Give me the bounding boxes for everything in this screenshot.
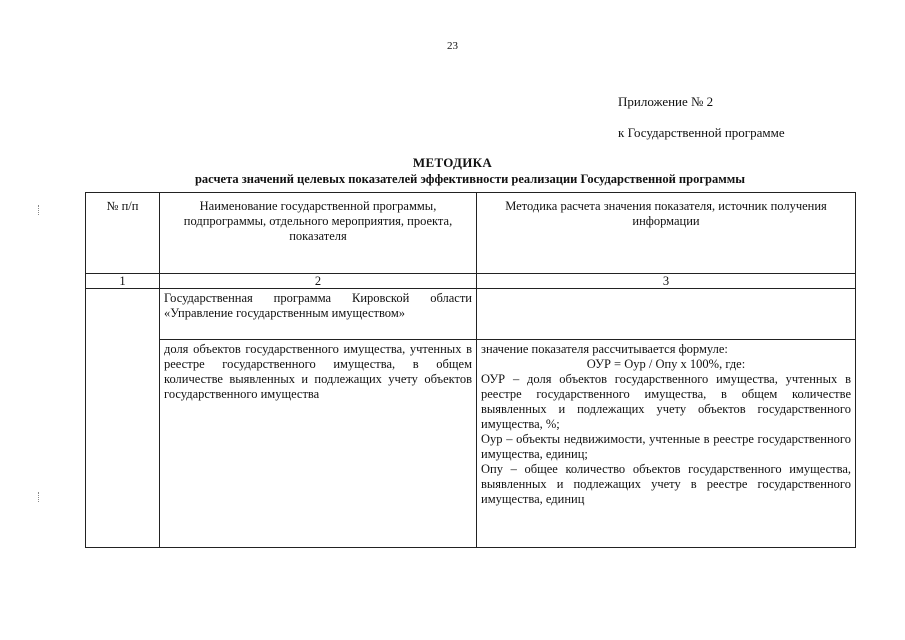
document-subtitle: расчета значений целевых показателей эффективности реализации Государственной программы [194, 172, 746, 186]
header-name: Наименование государственной программы, подпрограммы, отдельного мероприятия, проекта, показателя [160, 193, 477, 274]
table-header-row [86, 193, 856, 274]
row-number [86, 289, 160, 548]
table-row [86, 289, 856, 340]
definition-item: Опу – общее количество объектов государственного имущества, выявленных и подлежащих учету в реестре государственного имущества, единиц [481, 462, 851, 506]
margin-mark [38, 492, 40, 502]
method-intro: значение показателя рассчитывается формуле: [481, 342, 728, 356]
appendix-label: Приложение № 2 [618, 94, 714, 109]
header-number: № п/п [86, 193, 160, 274]
column-number: 3 [477, 274, 856, 289]
column-number: 1 [86, 274, 160, 289]
document-title: МЕТОДИКА [412, 155, 493, 170]
methodology-table [85, 192, 856, 548]
definition-item: Оур – объекты недвижимости, учтенные в реестре государственного имущества, единиц; [481, 432, 851, 461]
header-method: Методика расчета значения показателя, источник получения информации [477, 193, 856, 274]
page-number: 23 [447, 40, 458, 52]
margin-mark [38, 205, 40, 215]
formula: ОУР = Оур / Опу x 100%, где: [586, 357, 746, 371]
program-name: Государственная программа Кировской области «Управление государственным имуществом» [160, 289, 477, 340]
definition-item: ОУР – доля объектов государственного имущества, учтенных в реестре государственного имущества, в общем количестве выявленных и подлежащих учету объектов государственного имущества, %; [481, 372, 851, 431]
column-number: 2 [160, 274, 477, 289]
table-row [86, 340, 856, 548]
program-method [477, 289, 856, 340]
indicator-name: доля объектов государственного имущества, учтенных в реестре государственного имущества, в общем количестве выявленных и подлежащих учету объектов государственного имущества [160, 340, 477, 548]
indicator-method [477, 340, 856, 548]
column-number-row [86, 274, 856, 289]
appendix-reference: к Государственной программе [618, 125, 785, 140]
